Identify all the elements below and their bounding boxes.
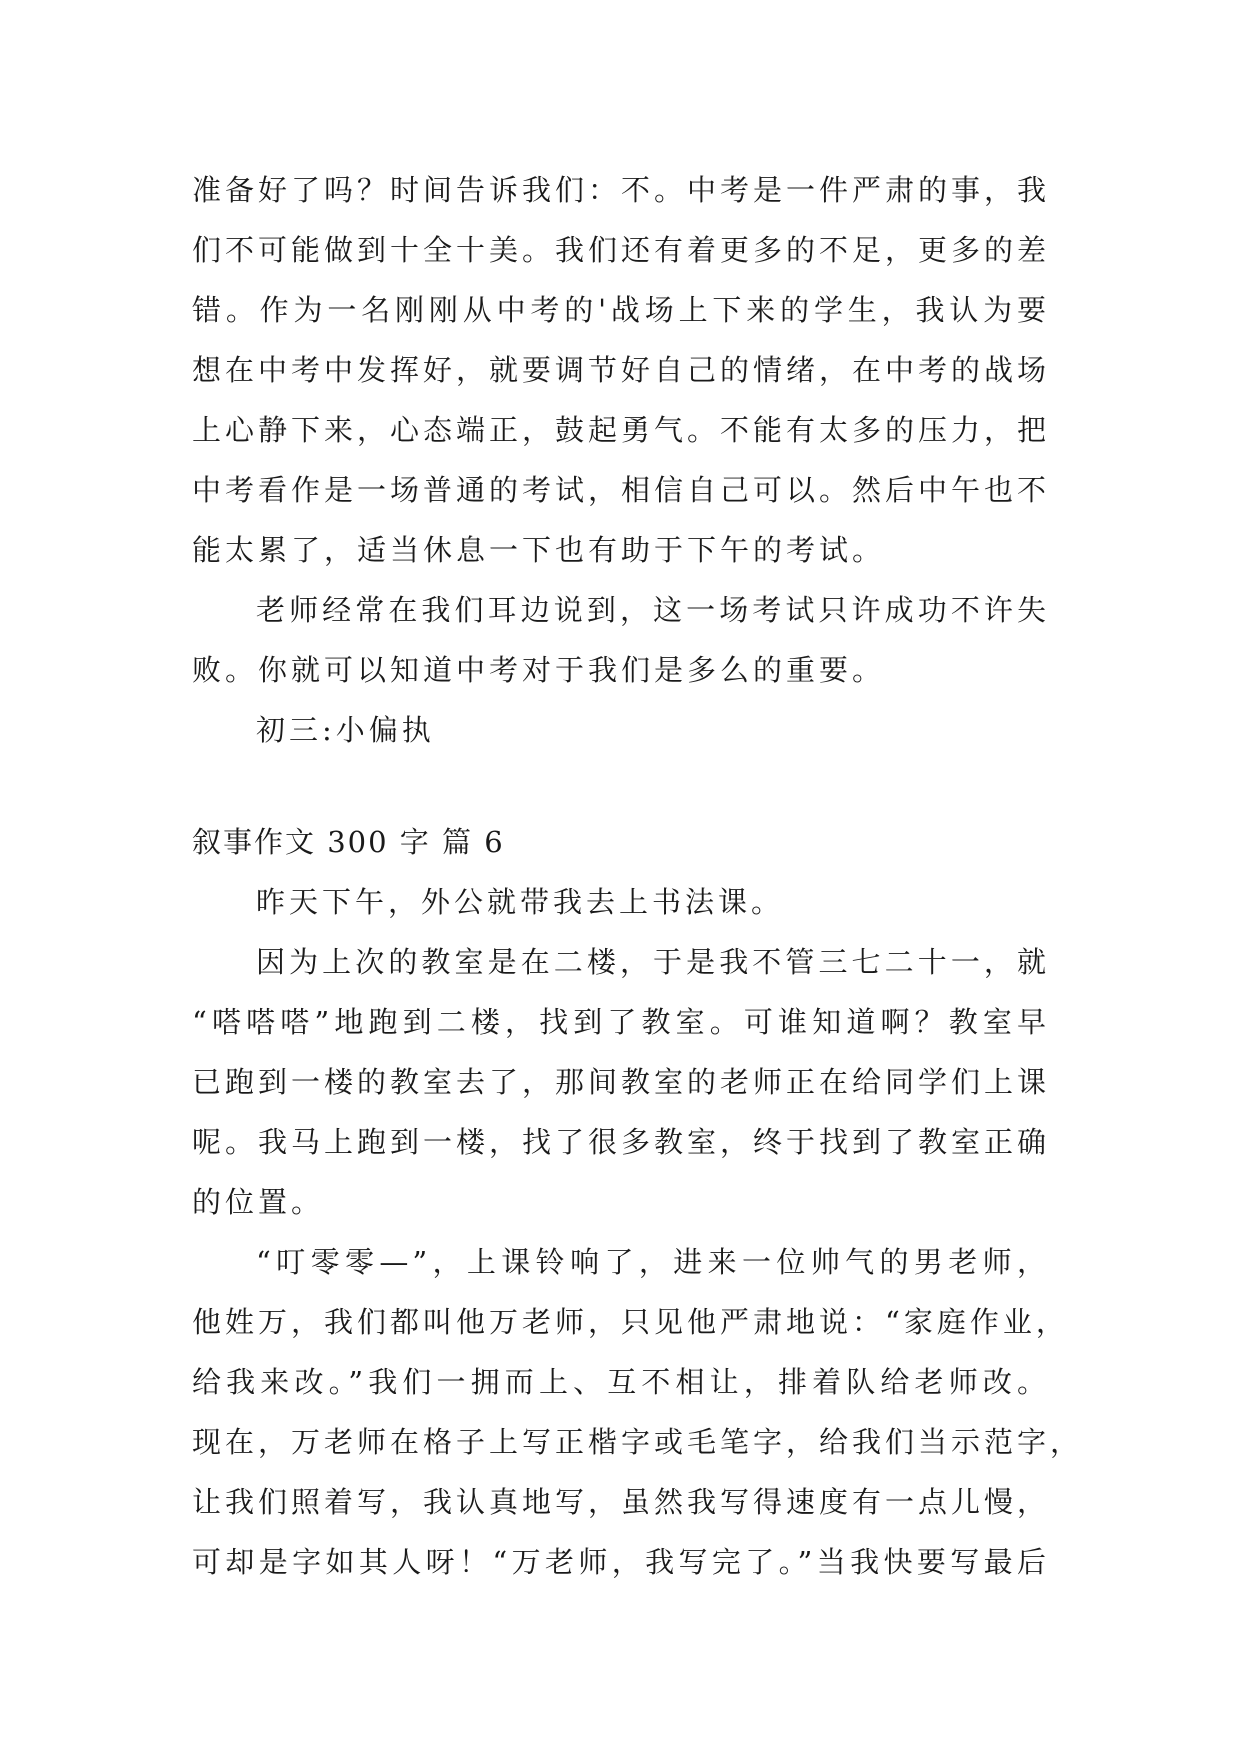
text-line: 让我们照着写，我认真地写，虽然我写得速度有一点儿慢， xyxy=(192,1485,1051,1519)
text-line: 可却是字如其人呀！“万老师，我写完了。”当我快要写最后 xyxy=(192,1545,1050,1579)
document-page xyxy=(192,160,1084,1592)
text-line: 给我来改。”我们一拥而上、互不相让，排着队给老师改。 xyxy=(192,1365,1050,1399)
author-line: 初三:小偏执 xyxy=(256,713,435,747)
text-line: 因为上次的教室是在二楼，于是我不管三七二十一，就 xyxy=(256,945,1050,979)
text-line: 想在中考中发挥好，就要调节好自己的情绪，在中考的战场 xyxy=(192,353,1051,387)
paragraph-calligraphy-intro xyxy=(192,872,1050,932)
text-line: 上心静下来，心态端正，鼓起勇气。不能有太多的压力，把 xyxy=(192,413,1051,447)
text-line: 错。作为一名刚刚从中考的'战场上下来的学生，我认为要 xyxy=(192,293,1050,327)
section-gap xyxy=(192,760,1050,812)
paragraph-exam-preparation xyxy=(192,160,1050,580)
text-line: 现在，万老师在格子上写正楷字或毛笔字，给我们当示范字， xyxy=(192,1425,1084,1459)
text-line: 中考看作是一场普通的考试，相信自己可以。然后中午也不 xyxy=(192,473,1051,507)
text-line: 昨天下午，外公就带我去上书法课。 xyxy=(256,885,785,919)
section-heading: 叙事作文 300 字 篇 6 xyxy=(192,825,505,859)
paragraph-author-signature xyxy=(192,700,1050,760)
text-line: 能太累了，适当休息一下也有助于下午的考试。 xyxy=(192,533,886,567)
text-line: 已跑到一楼的教室去了，那间教室的老师正在给同学们上课 xyxy=(192,1065,1051,1099)
text-line: 老师经常在我们耳边说到，这一场考试只许成功不许失 xyxy=(256,593,1050,627)
paragraph-teacher-says xyxy=(192,580,1050,700)
paragraph-finding-classroom xyxy=(192,932,1050,1232)
text-line: 败。你就可以知道中考对于我们是多么的重要。 xyxy=(192,653,886,687)
paragraph-class-begins xyxy=(192,1232,1084,1592)
text-line: 呢。我马上跑到一楼，找了很多教室，终于找到了教室正确 xyxy=(192,1125,1051,1159)
text-line: 的位置。 xyxy=(192,1185,325,1219)
text-line: “嗒嗒嗒”地跑到二楼，找到了教室。可谁知道啊？教室早 xyxy=(192,1005,1050,1039)
text-line: 们不可能做到十全十美。我们还有着更多的不足，更多的差 xyxy=(192,233,1051,267)
text-line: 准备好了吗？时间告诉我们：不。中考是一件严肃的事，我 xyxy=(192,173,1051,207)
text-line: “叮零零—”，上课铃响了，进来一位帅气的男老师， xyxy=(256,1245,1050,1279)
text-line: 他姓万，我们都叫他万老师，只见他严肃地说：“家庭作业， xyxy=(192,1305,1069,1339)
